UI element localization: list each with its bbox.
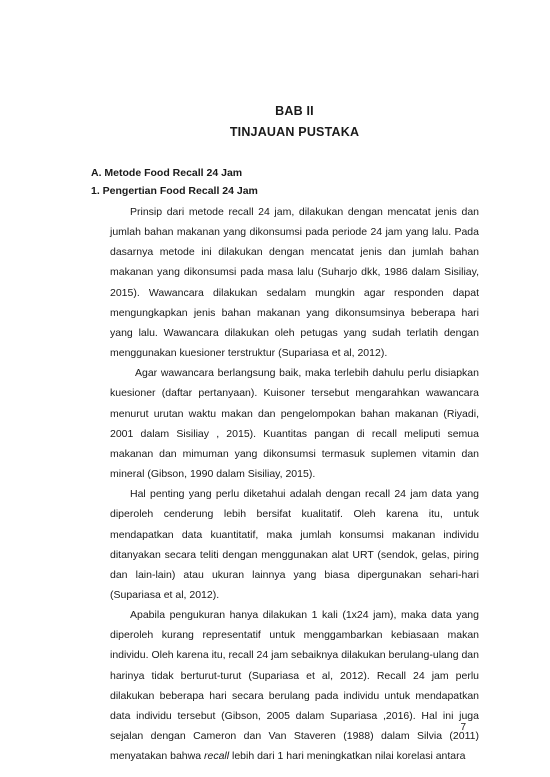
paragraph-1: Prinsip dari metode recall 24 jam, dilakukan dengan mencatat jenis dan jumlah bahan makanan yang dikonsumsi pada periode 24 jam yang lalu. Pada dasarnya metode ini dilakukan dengan mencatat jenis dan jumlah bahan makanan yang dikonsumsi pada masa lalu (Suharjo dkk, 1986 dalam Sisiliay, 2015). Wawancara dilakukan sedalam mungkin agar responden dapat mengungkapkan jenis bahan makanan yang dikonsumsinya beberapa hari yang lalu. Wawancara dilakukan oleh petugas yang sudah terlatih dengan menggunakan kuesioner terstruktur (Supariasa et al, 2012). (110, 206, 479, 360)
chapter-title: TINJAUAN PUSTAKA (229, 125, 360, 139)
body-text (110, 202, 479, 766)
paragraph-4-text: Apabila pengukuran hanya dilakukan 1 kali (1x24 jam), maka data yang diperoleh kurang representatif untuk menggambarkan kebiasaan makan individu. Oleh karena itu, recall 24 jam sebaiknya dilakukan berulang-ulang dan harinya tidak berturut-turut (Supariasa et al, 2012). Recall 24 jam perlu dilakukan beberapa hari secara berulang pada individu untuk mendapatkan data individu tersebut (Gibson, 2005 dalam Supariasa ,2016). Hal ini juga sejalan dengan Cameron dan Van Staveren (1988) dalam Silvia (2011) menyatakan bahwa (110, 609, 479, 763)
subsection-heading: 1. Pengertian Food Recall 24 Jam (91, 185, 258, 197)
page-number: 7 (460, 722, 466, 733)
paragraph-2: Agar wawancara berlangsung baik, maka terlebih dahulu perlu disiapkan kuesioner (daftar pertanyaan). Kuisoner tersebut mengarahkan wawancara menurut urutan waktu makan dan pengelompokan bahan makanan (Riyadi, 2001 dalam Sisiliay , 2015). Kuantitas pangan di recall meliputi semua makanan dan mimuman yang dikonsumsi termasuk suplemen vitamin dan mineral (Gibson, 1990 dalam Sisiliay, 2015). (110, 367, 479, 481)
chapter-number: BAB II (275, 104, 314, 118)
paragraph-3: Hal penting yang perlu diketahui adalah dengan recall 24 jam data yang diperoleh cenderung lebih bersifat kualitatif. Oleh karena itu, untuk mendapatkan data kuantitatif, maka jumlah konsumsi makanan individu ditanyakan secara teliti dengan menggunakan alat URT (sendok, gelas, piring dan lain-lain) atau ukuran lainnya yang biasa dipergunakan sehari-hari (Supariasa et al, 2012). (110, 488, 479, 601)
paragraph-4-text-end: lebih dari 1 hari meningkatkan nilai korelasi antara (229, 750, 466, 763)
section-heading: A. Metode Food Recall 24 Jam (91, 167, 243, 179)
paragraph-4-italic: recall (203, 750, 230, 763)
paragraph-4 (110, 605, 479, 766)
